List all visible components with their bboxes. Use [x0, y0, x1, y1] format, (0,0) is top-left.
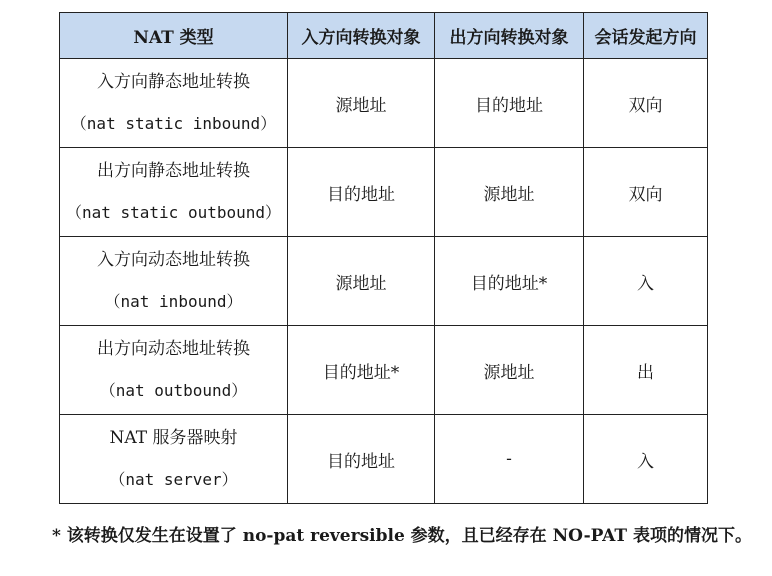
table-row	[60, 237, 708, 326]
inbound-object-cell: 目的地址	[288, 415, 435, 504]
table-footnote: * 该转换仅发生在设置了 no-pat reversible 参数，且已经存在 NO-PAT 表项的情况下。	[52, 526, 753, 546]
outbound-object-cell: 源地址	[435, 326, 584, 415]
session-direction-cell: 出	[584, 326, 708, 415]
inbound-object-cell: 目的地址*	[288, 326, 435, 415]
nat-type-cell	[60, 59, 288, 148]
session-direction-cell: 双向	[584, 148, 708, 237]
nat-type-name: NAT 服务器映射	[109, 428, 238, 448]
header-inbound-object: 入方向转换对象	[288, 13, 435, 59]
outbound-object-cell: 源地址	[435, 148, 584, 237]
nat-type-cell	[60, 148, 288, 237]
nat-type-command: （nat inbound）	[104, 292, 243, 311]
nat-type-command: （nat server）	[109, 470, 238, 489]
nat-type-command: （nat static inbound）	[70, 114, 277, 133]
session-direction-cell: 入	[584, 415, 708, 504]
session-direction-cell: 入	[584, 237, 708, 326]
header-outbound-object: 出方向转换对象	[435, 13, 584, 59]
nat-type-cell	[60, 326, 288, 415]
table-row	[60, 148, 708, 237]
nat-type-name: 入方向动态地址转换	[97, 250, 250, 270]
nat-type-cell	[60, 415, 288, 504]
table-row	[60, 59, 708, 148]
outbound-object-cell: 目的地址	[435, 59, 584, 148]
header-nat-type: NAT 类型	[60, 13, 288, 59]
inbound-object-cell: 目的地址	[288, 148, 435, 237]
table-row	[60, 326, 708, 415]
table-header-row	[60, 13, 708, 59]
inbound-object-cell: 源地址	[288, 237, 435, 326]
table-row	[60, 415, 708, 504]
nat-type-table	[59, 12, 708, 504]
outbound-object-cell: 目的地址*	[435, 237, 584, 326]
nat-type-cell	[60, 237, 288, 326]
header-session-direction: 会话发起方向	[584, 13, 708, 59]
inbound-object-cell: 源地址	[288, 59, 435, 148]
outbound-object-cell: -	[435, 415, 584, 504]
nat-type-command: （nat static outbound）	[65, 203, 282, 222]
nat-type-command: （nat outbound）	[99, 381, 248, 400]
nat-type-name: 出方向动态地址转换	[97, 339, 250, 359]
nat-type-name: 出方向静态地址转换	[97, 161, 250, 181]
session-direction-cell: 双向	[584, 59, 708, 148]
nat-type-name: 入方向静态地址转换	[97, 72, 250, 92]
